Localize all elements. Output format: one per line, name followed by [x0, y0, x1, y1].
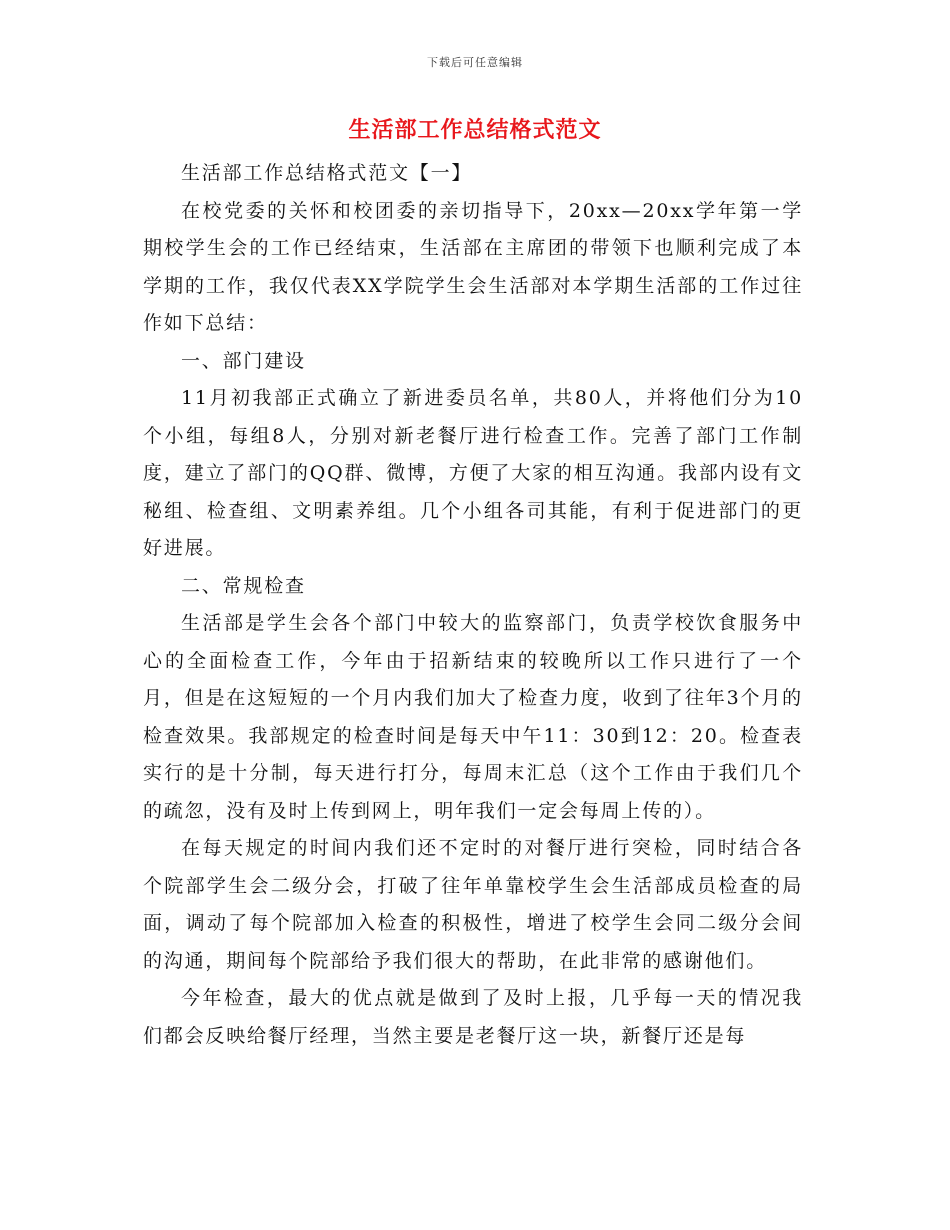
- intro-paragraph: 在校党委的关怀和校团委的亲切指导下，20xx—20xx学年第一学期校学生会的工作已经结束，生活部在主席团的带领下也顺利完成了本学期的工作，我仅代表XX学院学生会生活部对本学期生活部的工作过往作如下总结：: [143, 199, 803, 334]
- document-title: 生活部工作总结格式范文: [348, 117, 602, 143]
- document-body: [143, 155, 803, 1055]
- body-paragraph: 在每天规定的时间内我们还不定时的对餐厅进行突检，同时结合各个院部学生会二级分会，打破了往年单靠校学生会生活部成员检查的局面，调动了每个院部加入检查的积极性，增进了校学生会同二级分会间的沟通，期间每个院部给予我们很大的帮助，在此非常的感谢他们。: [143, 837, 803, 972]
- body-paragraph: 今年检查，最大的优点就是做到了及时上报，几乎每一天的情况我们都会反映给餐厅经理，当然主要是老餐厅这一块，新餐厅还是每: [143, 987, 803, 1047]
- body-paragraph: 11月初我部正式确立了新进委员名单，共80人，并将他们分为10个小组，每组8人，分别对新老餐厅进行检查工作。完善了部门工作制度，建立了部门的QQ群、微博，方便了大家的相互沟通。我部内设有文秘组、检查组、文明素养组。几个小组各司其能，有利于促进部门的更好进展。: [143, 387, 803, 559]
- section-heading-2: 二、常规检查: [181, 574, 306, 597]
- section-heading-1: 一、部门建设: [181, 349, 306, 372]
- header-note: 下载后可任意编辑: [427, 56, 523, 69]
- body-paragraph: 生活部是学生会各个部门中较大的监察部门，负责学校饮食服务中心的全面检查工作，今年由于招新结束的较晚所以工作只进行了一个月，但是在这短短的一个月内我们加大了检查力度，收到了往年3个月的检查效果。我部规定的检查时间是每天中午11：30到12：20。检查表实行的是十分制，每天进行打分，每周末汇总（这个工作由于我们几个的疏忽，没有及时上传到网上，明年我们一定会每周上传的）。: [143, 612, 803, 822]
- subtitle-paragraph: 生活部工作总结格式范文【一】: [181, 162, 473, 184]
